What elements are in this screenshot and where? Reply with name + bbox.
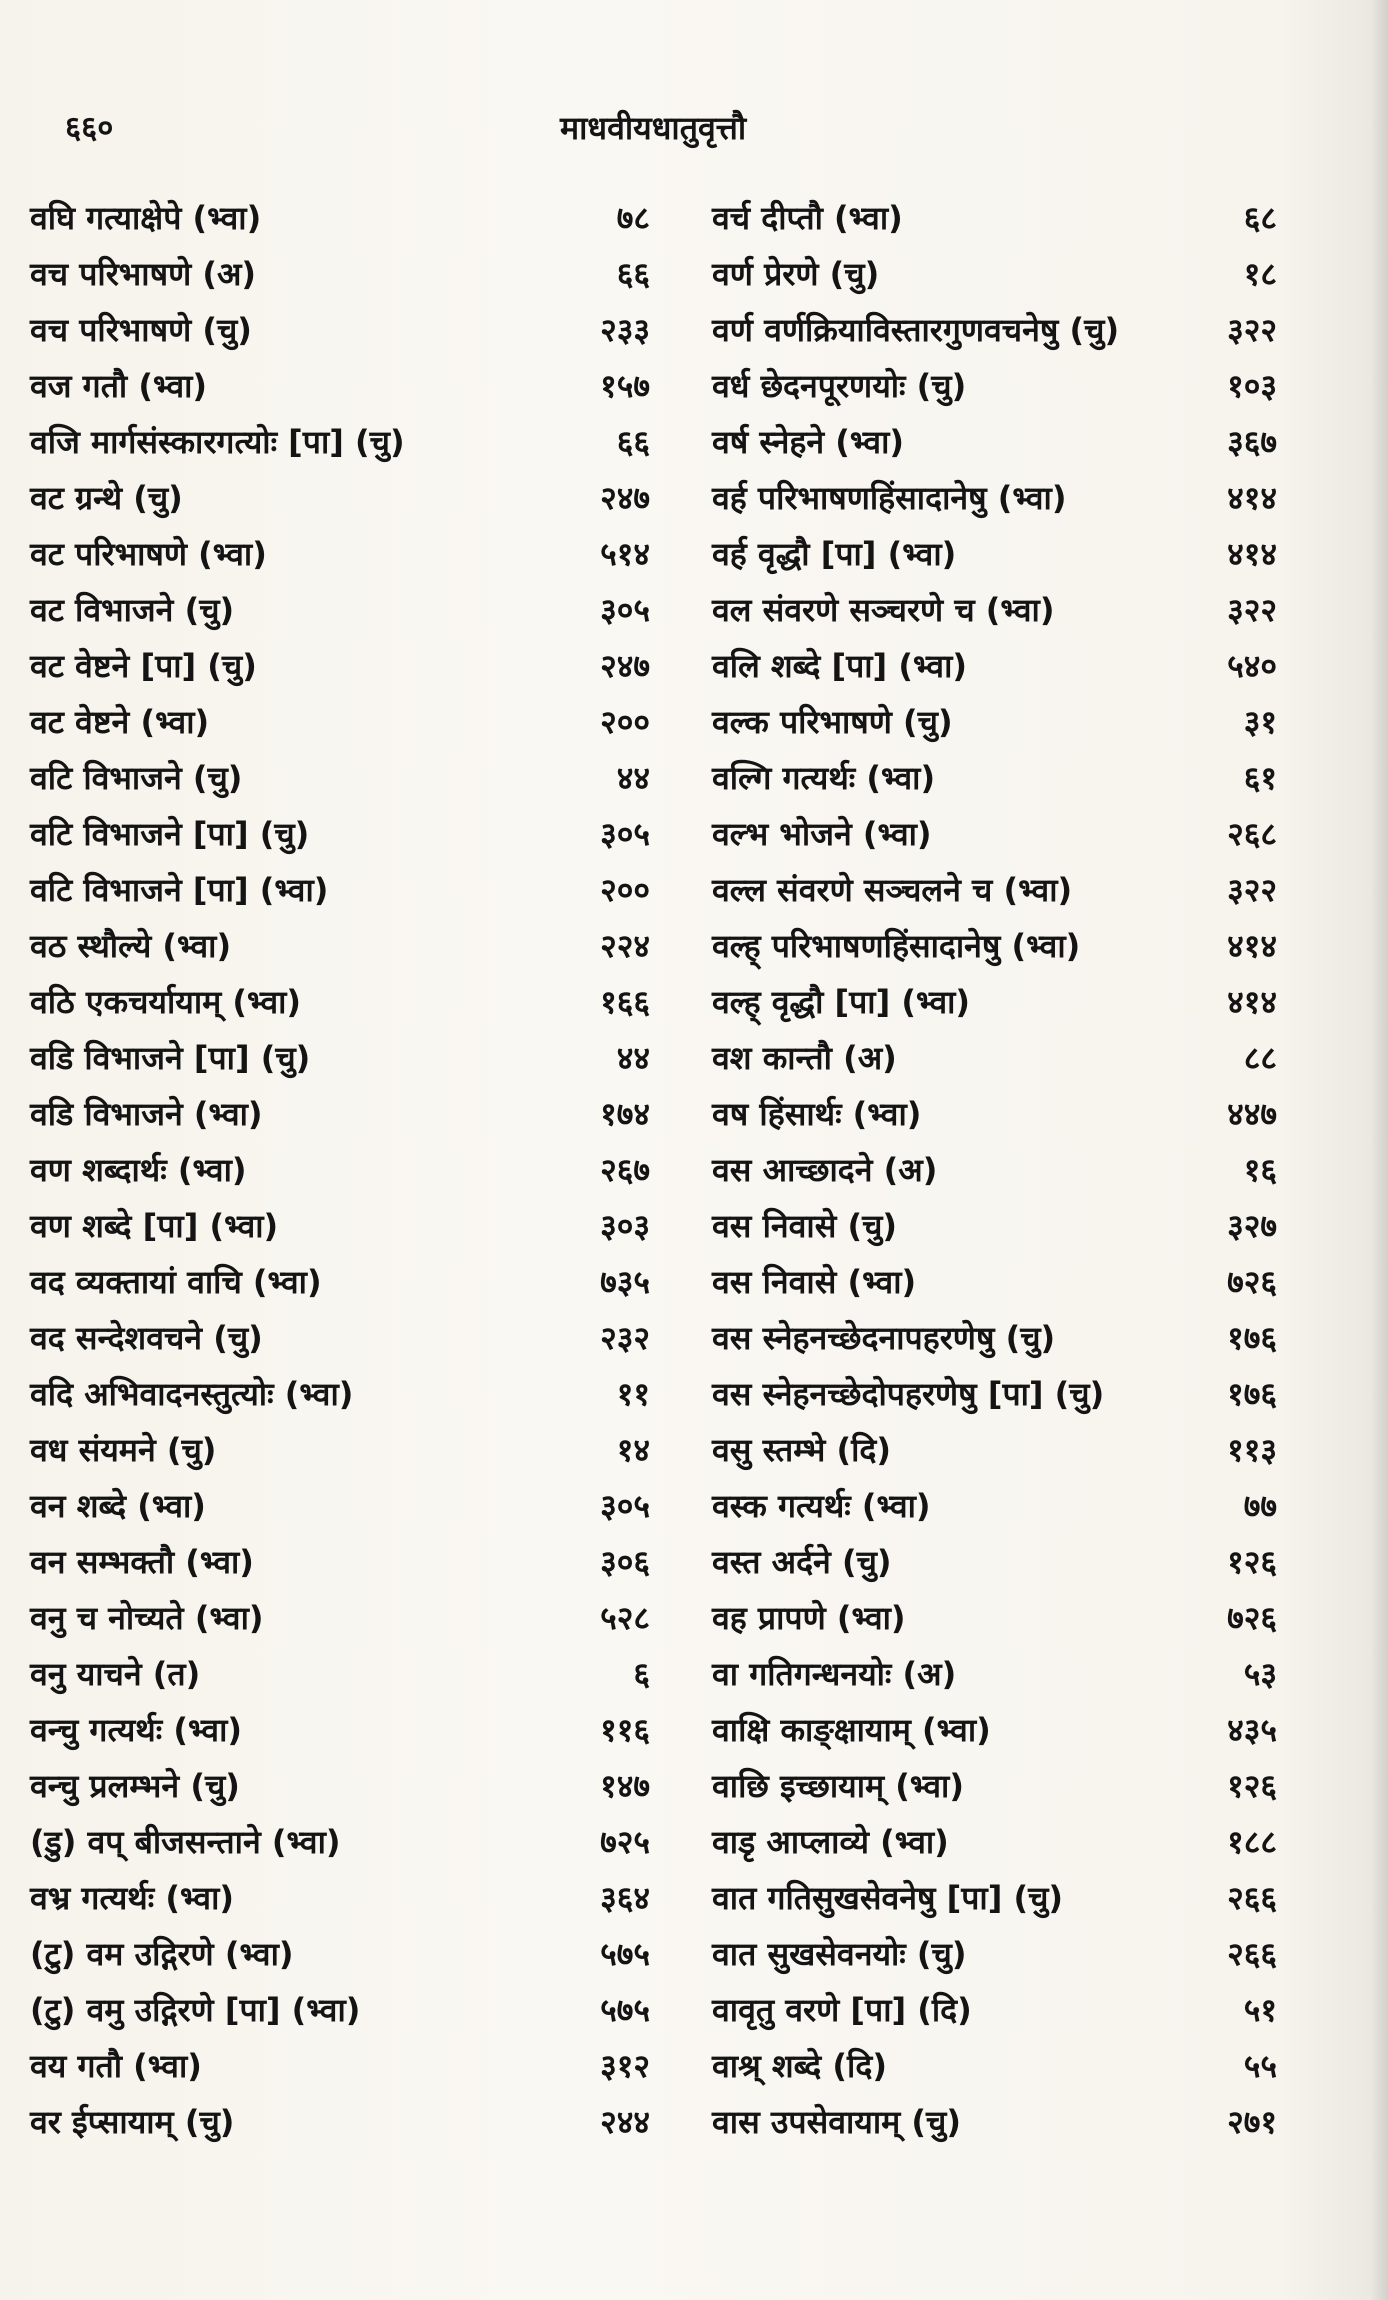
- index-entry: [30, 694, 650, 750]
- page-reference: ११: [616, 1375, 650, 1413]
- page-reference: ५७५: [600, 1935, 650, 1973]
- page-reference: ५७५: [600, 1991, 650, 2029]
- page-reference: ६८: [1243, 199, 1277, 237]
- page-reference: १२६: [1227, 1767, 1277, 1805]
- root-entry: वट वेष्टने [पा] (चु): [30, 647, 257, 685]
- root-entry: वाश्र् शब्दे (दि): [712, 2047, 887, 2085]
- index-entry: [712, 1030, 1277, 1086]
- page-reference: ७२६: [1227, 1263, 1277, 1301]
- page-reference: १८८: [1227, 1823, 1277, 1861]
- page-reference: ३०५: [600, 591, 650, 629]
- page-reference: ३२२: [1227, 311, 1277, 349]
- index-entry: [712, 1254, 1277, 1310]
- root-entry: वन शब्दे (भ्वा): [30, 1487, 206, 1525]
- index-entry: [30, 750, 650, 806]
- root-entry: वल्ह् वृद्धौ [पा] (भ्वा): [712, 983, 971, 1021]
- index-entry: [30, 526, 650, 582]
- root-entry: वर्ह परिभाषणहिंसादानेषु (भ्वा): [712, 479, 1067, 517]
- index-entry: [30, 1366, 650, 1422]
- index-entry: [712, 302, 1277, 358]
- index-entry: [712, 1646, 1277, 1702]
- page-reference: ४१४: [1227, 535, 1277, 573]
- index-entry: [30, 1534, 650, 1590]
- root-entry: वाक्षि काङ्क्षायाम् (भ्वा): [712, 1711, 991, 1749]
- index-entry: [712, 358, 1277, 414]
- index-entry: [30, 2038, 650, 2094]
- page-reference: ३०३: [600, 1207, 650, 1245]
- page-edge-shadow: [1370, 0, 1388, 2300]
- index-entry: [30, 1590, 650, 1646]
- root-entry: वस्त अर्दने (चु): [712, 1543, 892, 1581]
- index-entry: [30, 1478, 650, 1534]
- page-reference: १४७: [600, 1767, 650, 1805]
- page-reference: ३६७: [1227, 423, 1277, 461]
- index-entry: [712, 246, 1277, 302]
- root-entry: वात गतिसुखसेवनेषु [पा] (चु): [712, 1879, 1064, 1917]
- root-entry: वसु स्तम्भे (दि): [712, 1431, 892, 1469]
- root-entry: वल्ल संवरणे सञ्चलने च (भ्वा): [712, 871, 1073, 909]
- index-entry: [712, 1478, 1277, 1534]
- root-entry: वल्गि गत्यर्थः (भ्वा): [712, 759, 936, 797]
- root-entry: वाडृ आप्लाव्ये (भ्वा): [712, 1823, 949, 1861]
- page-reference: ४३५: [1227, 1711, 1277, 1749]
- index-entry: [30, 246, 650, 302]
- page-reference: ७२५: [600, 1823, 650, 1861]
- page-reference: २६७: [600, 1151, 650, 1189]
- root-entry: वश कान्तौ (अ): [712, 1039, 897, 1077]
- page-reference: ३२२: [1227, 591, 1277, 629]
- root-entry: वदि अभिवादनस्तुत्योः (भ्वा): [30, 1375, 354, 1413]
- root-entry: वन सम्भक्तौ (भ्वा): [30, 1543, 254, 1581]
- root-entry: वय गतौ (भ्वा): [30, 2047, 202, 2085]
- root-entry: वष हिंसार्थः (भ्वा): [712, 1095, 922, 1133]
- index-entry: [712, 1310, 1277, 1366]
- index-entry: [30, 1254, 650, 1310]
- page-reference: ६१: [1243, 759, 1277, 797]
- root-entry: वर्ष स्नेहने (भ्वा): [712, 423, 904, 461]
- index-entry: [712, 1982, 1277, 2038]
- index-entry: [712, 1142, 1277, 1198]
- page-reference: ५१४: [600, 535, 650, 573]
- root-entry: वट परिभाषणे (भ्वा): [30, 535, 267, 573]
- root-entry: वडि विभाजने (भ्वा): [30, 1095, 263, 1133]
- index-entry: [712, 862, 1277, 918]
- root-entry: वघि गत्याक्षेपे (भ्वा): [30, 199, 262, 237]
- page-reference: १७४: [600, 1095, 650, 1133]
- page-reference: ३०५: [600, 1487, 650, 1525]
- root-entry: वस आच्छादने (अ): [712, 1151, 938, 1189]
- page-reference: १०३: [1227, 367, 1277, 405]
- root-entry: वस निवासे (चु): [712, 1207, 898, 1245]
- index-entry: [712, 582, 1277, 638]
- index-entry: [712, 1590, 1277, 1646]
- page-reference: ३०५: [600, 815, 650, 853]
- index-entry: [30, 1198, 650, 1254]
- index-entry: [712, 974, 1277, 1030]
- index-entry: [30, 862, 650, 918]
- root-entry: वर्ह वृद्धौ [पा] (भ्वा): [712, 535, 957, 573]
- page-reference: ८८: [1243, 1039, 1277, 1077]
- root-entry: वर्ण वर्णक्रियाविस्तारगुणवचनेषु (चु): [712, 311, 1120, 349]
- index-entry: [30, 470, 650, 526]
- page-reference: २४७: [600, 479, 650, 517]
- root-entry: वात सुखसेवनयोः (चु): [712, 1935, 967, 1973]
- root-entry: वट ग्रन्थे (चु): [30, 479, 183, 517]
- index-entry: [712, 1814, 1277, 1870]
- page-reference: ५१: [1243, 1991, 1277, 2029]
- root-entry: वास उपसेवायाम् (चु): [712, 2103, 961, 2141]
- root-entry: वनु याचने (त): [30, 1655, 201, 1693]
- page-reference: ६६: [616, 423, 650, 461]
- root-entry: वस स्नेहनच्छेदनापहरणेषु (चु): [712, 1319, 1056, 1357]
- index-entry: [30, 1310, 650, 1366]
- page-reference: ७७: [1243, 1487, 1277, 1525]
- page-number: ६६०: [65, 110, 114, 146]
- left-index-column: [30, 190, 650, 2180]
- index-entry: [712, 1086, 1277, 1142]
- root-entry: वध संयमने (चु): [30, 1431, 217, 1469]
- root-entry: वटि विभाजने [पा] (भ्वा): [30, 871, 329, 909]
- page-reference: ३२७: [1227, 1207, 1277, 1245]
- index-entry: [30, 1646, 650, 1702]
- index-entry: [712, 1366, 1277, 1422]
- root-entry: (टु) वम उद्गिरणे (भ्वा): [30, 1935, 294, 1973]
- root-entry: वल्क परिभाषणे (चु): [712, 703, 953, 741]
- root-entry: (डु) वप् बीजसन्ताने (भ्वा): [30, 1823, 341, 1861]
- root-entry: वाछि इच्छायाम् (भ्वा): [712, 1767, 964, 1805]
- root-entry: वण शब्दे [पा] (भ्वा): [30, 1207, 279, 1245]
- page-reference: २६६: [1227, 1879, 1277, 1917]
- index-entry: [30, 1030, 650, 1086]
- index-entry: [30, 302, 650, 358]
- index-entry: [30, 1758, 650, 1814]
- page-header: [0, 100, 1388, 160]
- page-reference: २४४: [600, 2103, 650, 2141]
- index-entry: [712, 470, 1277, 526]
- index-entry: [30, 1702, 650, 1758]
- root-entry: वद व्यक्तायां वाचि (भ्वा): [30, 1263, 322, 1301]
- page-reference: १८: [1243, 255, 1277, 293]
- root-entry: वावृतु वरणे [पा] (दि): [712, 1991, 972, 2029]
- root-entry: वठ स्थौल्ये (भ्वा): [30, 927, 232, 965]
- root-entry: वटि विभाजने (चु): [30, 759, 243, 797]
- root-entry: वा गतिगन्धनयोः (अ): [712, 1655, 957, 1693]
- page-reference: १४: [616, 1431, 650, 1469]
- page-reference: ४१४: [1227, 479, 1277, 517]
- index-entry: [712, 1758, 1277, 1814]
- page-reference: ४१४: [1227, 927, 1277, 965]
- root-entry: वह प्रापणे (भ्वा): [712, 1599, 906, 1637]
- root-entry: वजि मार्गसंस्कारगत्योः [पा] (चु): [30, 423, 405, 461]
- root-entry: वल्ह् परिभाषणहिंसादानेषु (भ्वा): [712, 927, 1081, 965]
- root-entry: वल्भ भोजने (भ्वा): [712, 815, 932, 853]
- root-entry: वल संवरणे सञ्चरणे च (भ्वा): [712, 591, 1055, 629]
- page-reference: ४४७: [1227, 1095, 1277, 1133]
- page-reference: ५३: [1243, 1655, 1277, 1693]
- root-entry: वद सन्देशवचने (चु): [30, 1319, 263, 1357]
- page-reference: ४४: [616, 1039, 650, 1077]
- page-reference: ५५: [1243, 2047, 1277, 2085]
- index-entry: [712, 1534, 1277, 1590]
- index-entry: [712, 526, 1277, 582]
- page-reference: २६८: [1227, 815, 1277, 853]
- root-entry: वर्च दीप्तौ (भ्वा): [712, 199, 903, 237]
- root-entry: वट वेष्टने (भ्वा): [30, 703, 210, 741]
- index-entry: [712, 694, 1277, 750]
- root-entry: वन्चु गत्यर्थः (भ्वा): [30, 1711, 243, 1749]
- index-entry: [30, 974, 650, 1030]
- index-entry: [712, 414, 1277, 470]
- page-reference: ११६: [600, 1711, 650, 1749]
- root-entry: वस स्नेहनच्छेदोपहरणेषु [पा] (चु): [712, 1375, 1105, 1413]
- root-entry: वलि शब्दे [पा] (भ्वा): [712, 647, 967, 685]
- root-entry: वज गतौ (भ्वा): [30, 367, 208, 405]
- root-entry: वनु च नोच्यते (भ्वा): [30, 1599, 264, 1637]
- index-entry: [30, 190, 650, 246]
- index-entry: [30, 1142, 650, 1198]
- page-reference: ७३५: [600, 1263, 650, 1301]
- page-reference: २३२: [600, 1319, 650, 1357]
- page-reference: १६: [1243, 1151, 1277, 1189]
- index-entry: [30, 582, 650, 638]
- page-reference: १७६: [1227, 1375, 1277, 1413]
- page-reference: ३६४: [600, 1879, 650, 1917]
- index-entry: [30, 918, 650, 974]
- root-entry: वस्क गत्यर्थः (भ्वा): [712, 1487, 931, 1525]
- root-entry: वन्चु प्रलम्भने (चु): [30, 1767, 240, 1805]
- page-reference: ३०६: [600, 1543, 650, 1581]
- index-entry: [30, 358, 650, 414]
- index-entry: [712, 806, 1277, 862]
- root-entry: वर ईप्सायाम् (चु): [30, 2103, 235, 2141]
- root-entry: वभ्र गत्यर्थः (भ्वा): [30, 1879, 235, 1917]
- root-entry: वट विभाजने (चु): [30, 591, 235, 629]
- page-reference: २२४: [600, 927, 650, 965]
- page-reference: ११३: [1227, 1431, 1277, 1469]
- right-index-column: [712, 190, 1277, 2180]
- root-entry: वस निवासे (भ्वा): [712, 1263, 917, 1301]
- root-entry: वटि विभाजने [पा] (चु): [30, 815, 310, 853]
- page-reference: २००: [600, 703, 650, 741]
- index-entry: [30, 414, 650, 470]
- page-reference: २६६: [1227, 1935, 1277, 1973]
- page-reference: ५४०: [1227, 647, 1277, 685]
- index-entry: [712, 1926, 1277, 1982]
- root-entry: वच परिभाषणे (अ): [30, 255, 257, 293]
- page-reference: २३३: [600, 311, 650, 349]
- page-reference: १५७: [600, 367, 650, 405]
- page-reference: ४४: [616, 759, 650, 797]
- page-reference: ७२६: [1227, 1599, 1277, 1637]
- root-entry: वडि विभाजने [पा] (चु): [30, 1039, 311, 1077]
- index-entry: [30, 638, 650, 694]
- page-reference: ६: [633, 1655, 650, 1693]
- index-entry: [712, 750, 1277, 806]
- root-entry: वर्ण प्रेरणे (चु): [712, 255, 880, 293]
- index-entry: [712, 918, 1277, 974]
- index-entry: [712, 2094, 1277, 2150]
- index-entry: [30, 2094, 650, 2150]
- page-reference: २७१: [1227, 2103, 1277, 2141]
- index-entry: [30, 1982, 650, 2038]
- index-entry: [30, 1086, 650, 1142]
- index-entry: [30, 806, 650, 862]
- page-reference: ४१४: [1227, 983, 1277, 1021]
- index-entry: [30, 1870, 650, 1926]
- index-entry: [712, 638, 1277, 694]
- page-reference: ७८: [616, 199, 650, 237]
- root-entry: वठि एकचर्यायाम् (भ्वा): [30, 983, 302, 1021]
- page-reference: ६६: [616, 255, 650, 293]
- page-reference: ३१२: [600, 2047, 650, 2085]
- index-entry: [30, 1814, 650, 1870]
- page-reference: २००: [600, 871, 650, 909]
- root-entry: वर्ध छेदनपूरणयोः (चु): [712, 367, 967, 405]
- page-reference: १७६: [1227, 1319, 1277, 1357]
- index-entry: [30, 1422, 650, 1478]
- running-title: माधवीयधातुवृत्तौ: [560, 109, 747, 147]
- page-reference: १६६: [600, 983, 650, 1021]
- root-entry: वण शब्दार्थः (भ्वा): [30, 1151, 247, 1189]
- root-entry: वच परिभाषणे (चु): [30, 311, 252, 349]
- index-entry: [712, 190, 1277, 246]
- index-entry: [712, 1870, 1277, 1926]
- root-entry: (टु) वमु उद्गिरणे [पा] (भ्वा): [30, 1991, 361, 2029]
- index-entry: [712, 1422, 1277, 1478]
- page-reference: १२६: [1227, 1543, 1277, 1581]
- page-reference: २४७: [600, 647, 650, 685]
- index-entry: [712, 1198, 1277, 1254]
- page-reference: ३१: [1243, 703, 1277, 741]
- index-entry: [30, 1926, 650, 1982]
- index-entry: [712, 1702, 1277, 1758]
- page-reference: ३२२: [1227, 871, 1277, 909]
- page-reference: ५२८: [600, 1599, 650, 1637]
- index-entry: [712, 2038, 1277, 2094]
